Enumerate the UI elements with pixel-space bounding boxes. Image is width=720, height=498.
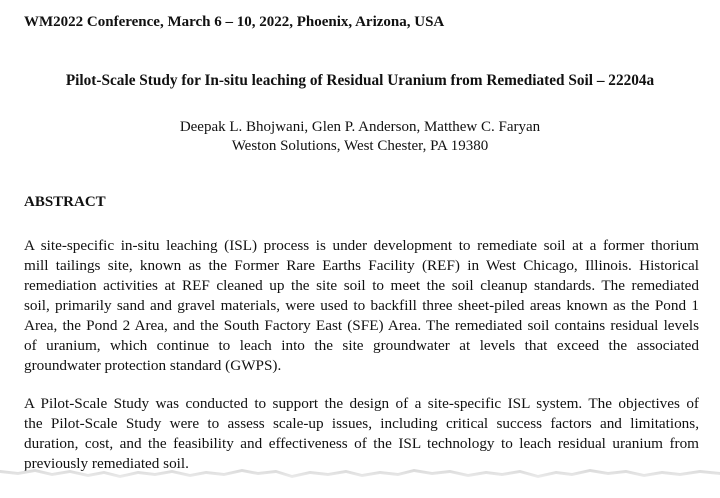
text-line: remediation activities at REF cleaned up the site soil to meet the soil cleanup standards. The remediated [24,277,699,294]
text-line: Area, the Pond 2 Area, and the South Factory East (SFE) Area. The remediated soil contains residual levels [24,317,699,334]
author-block [0,118,720,156]
text-line: mill tailings site, known as the Former Rare Earths Facility (REF) in West Chicago, Illinois. Historical [24,257,699,274]
text-line: duration, cost, and the feasibility and effectiveness of the ISL technology to leach residual uranium from [24,435,699,452]
text-line: previously remediated soil. [24,455,189,472]
author-affiliation: Weston Solutions, West Chester, PA 19380 [231,138,489,154]
abstract-paragraph-1 [24,236,699,376]
text-line: A Pilot-Scale Study was conducted to support the design of a site-specific ISL system. The objectives of [24,395,699,412]
paper-title: Pilot-Scale Study for In-situ leaching of Residual Uranium from Remediated Soil – 22204a [65,72,655,89]
author-names: Deepak L. Bhojwani, Glen P. Anderson, Matthew C. Faryan [179,119,541,135]
conference-header: WM2022 Conference, March 6 – 10, 2022, Phoenix, Arizona, USA [24,14,445,30]
text-line: groundwater protection standard (GWPS). [24,357,282,374]
text-line: the Pilot-Scale Study were to assess scale-up issues, including critical success factors and limitations, [24,415,699,432]
text-line: A site-specific in-situ leaching (ISL) process is under development to remediate soil at a former thorium [24,237,699,254]
torn-paper-edge [0,458,720,498]
text-line: of uranium, which continue to leach into the site groundwater at levels that exceed the associated [24,337,699,354]
text-line: soil, primarily sand and gravel materials, were used to backfill three sheet-piled areas known as the Pond 1 [24,297,699,314]
abstract-heading: ABSTRACT [24,194,106,210]
